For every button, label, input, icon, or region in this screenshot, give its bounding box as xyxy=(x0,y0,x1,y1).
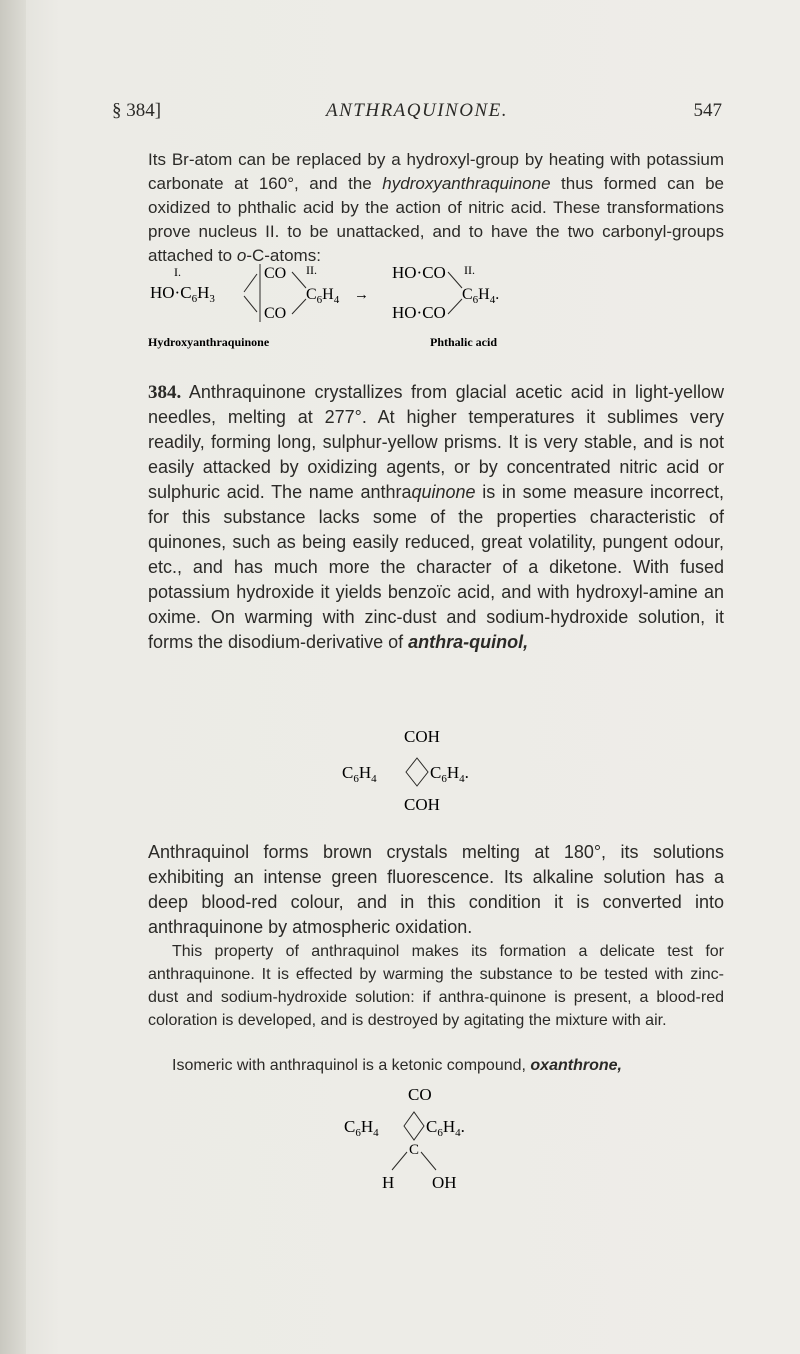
formula-oxanthrone-right: $C_6H_4$. xyxy=(426,1117,465,1139)
running-header xyxy=(112,100,722,126)
formula-oxanthrone-h: H xyxy=(382,1173,395,1192)
formula-oxanthrone-top: CO xyxy=(408,1085,432,1104)
ring-label-ii-b: II. xyxy=(464,263,475,277)
reaction-arrow: → xyxy=(354,287,369,303)
paragraph-oxanthrone: Isomeric with anthraquinol is a ketonic compound, oxanthrone, xyxy=(172,1057,622,1074)
paragraph-anthraquinone-properties: 384. Anthraquinone crystallizes from glacial acetic acid in light-yellow needles, melting at 277°. At higher temperatures it sublimes very readily, forming long, sulphur-yellow prisms. It is very stable, and is not easily attacked by oxidizing agents, or by concentrated nitric acid or sulphuric acid. The name anthraquinone is in some measure incorrect, for this substance lacks some of the properties characteristic of quinones, such as being easily reduced, great volatility, pungent odour, etc., and has much more the character of a diketone. With fused potassium hydroxide it yields benzoïc acid, and with hydroxyl-amine an oxime. On warming with zinc-dust and sodium-hydroxide solution, it forms the disodium-derivative of anthra-quinol, xyxy=(148,382,724,652)
formula-oxanthrone-oh: OH xyxy=(432,1173,457,1192)
term-anthraquinol: anthra-quinol, xyxy=(408,632,529,652)
caption-phthalic-acid: Phthalic acid xyxy=(430,335,498,349)
formula-anthraquinol-top: COH xyxy=(404,727,440,746)
formula-anthraquinol-left: $C_6H_4$ xyxy=(342,763,377,785)
term-oxanthrone: oxanthrone, xyxy=(530,1057,622,1074)
paragraph-anthraquinol-crystals: Anthraquinol forms brown crystals melting at 180°, its solutions exhibiting an intense green fluorescence. Its alkaline solution has a deep blood-red colour, and in this condition it is converted into anthraquinone by atmospheric oxidation. xyxy=(148,842,724,937)
ring-label-ii: II. xyxy=(306,263,317,277)
term-hydroxyanthraquinone: hydroxyanthraquinone xyxy=(382,174,551,193)
carboxyl-bottom: HO·CO xyxy=(392,303,446,322)
formula-c6h4-end: $C_6H_4$. xyxy=(462,286,500,306)
section-marker: § 384] xyxy=(112,100,162,121)
formula-oxanthrone-center-c: C xyxy=(409,1142,420,1158)
page-binding-shadow xyxy=(0,0,26,1354)
paragraph-delicate-test: This property of anthraquinol makes its formation a delicate test for anthraquinone. It is effected by warming the substance to be tested with zinc-dust and sodium-hydroxide solution: if anthra-quinone is present, a blood-red coloration is developed, and is destroyed by agitating the mixture with air. xyxy=(148,943,724,1029)
running-title: ANTHRAQUINONE. xyxy=(326,100,508,121)
caption-hydroxyanthraquinone: Hydroxyanthraquinone xyxy=(148,335,270,349)
section-number: 384. xyxy=(148,382,182,403)
ring-label-i: I. xyxy=(174,265,181,279)
formula-oxanthrone xyxy=(330,1082,530,1202)
page-number: 547 xyxy=(693,100,722,121)
carbonyl-top: CO xyxy=(264,265,287,282)
formula-anthraquinol-right: $C_6H_4$. xyxy=(430,763,469,785)
formula-anthraquinol-bottom: COH xyxy=(404,795,440,814)
carboxyl-top: HO·CO xyxy=(392,263,446,282)
paragraph-bromine-replacement: Its Br-atom can be replaced by a hydroxyl-group by heating with potassium carbonate at 160°, and the hydroxyanthraquinone thus formed can be oxidized to phthalic acid by the action of nitric acid. These transformations prove nucleus II. to be unattacked, and to have the two carbonyl-groups attached to o-C-atoms: xyxy=(148,150,724,265)
carbonyl-bottom: CO xyxy=(264,305,287,322)
formula-hydroxyanthraquinone-to-phthalic-acid xyxy=(140,256,700,356)
formula-anthraquinol xyxy=(330,724,530,824)
formula-left-group: $HO\cdot C_6H_3$ xyxy=(150,283,215,305)
formula-oxanthrone-left: $C_6H_4$ xyxy=(344,1117,379,1139)
formula-c6h4: $C_6H_4$ xyxy=(306,286,340,306)
